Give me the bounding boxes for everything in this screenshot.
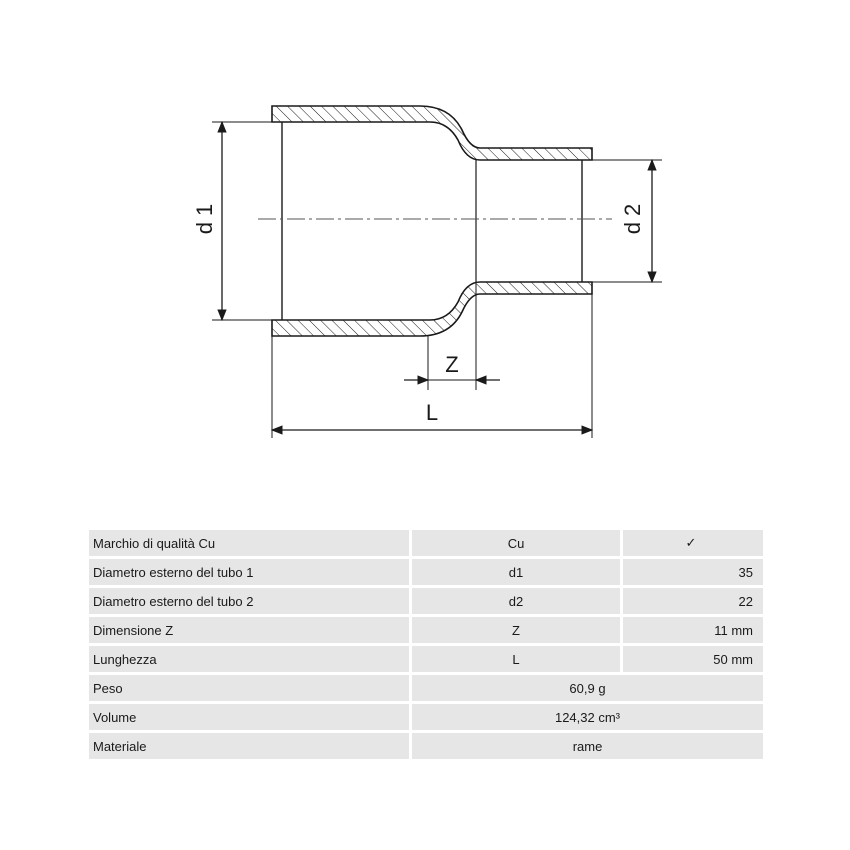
row-symbol: d2: [409, 588, 620, 617]
table-row: [89, 646, 763, 675]
row-label: Materiale: [89, 733, 409, 762]
row-symbol: Cu: [409, 530, 620, 559]
row-label: Diametro esterno del tubo 2: [89, 588, 409, 617]
row-value: ✓: [620, 530, 763, 559]
table-row: [89, 530, 763, 559]
z-label: Z: [445, 352, 459, 377]
row-symbol: L: [409, 646, 620, 675]
row-label: Volume: [89, 704, 409, 733]
table-row: [89, 588, 763, 617]
row-label: Marchio di qualità Cu: [89, 530, 409, 559]
table-row: [89, 559, 763, 588]
d2-label: d 2: [620, 203, 645, 235]
row-value: 11 mm: [620, 617, 763, 646]
row-value: rame: [409, 733, 763, 762]
row-symbol: Z: [409, 617, 620, 646]
table-row: [89, 733, 763, 762]
row-value: 124,32 cm³: [409, 704, 763, 733]
row-label: Peso: [89, 675, 409, 704]
row-value: 22: [620, 588, 763, 617]
table-row: [89, 704, 763, 733]
row-symbol: d1: [409, 559, 620, 588]
row-label: Lunghezza: [89, 646, 409, 675]
table-row: [89, 675, 763, 704]
row-label: Diametro esterno del tubo 1: [89, 559, 409, 588]
fitting-upper-wall: [272, 106, 592, 160]
fitting-lower-wall: [272, 282, 592, 336]
row-label: Dimensione Z: [89, 617, 409, 646]
row-value: 50 mm: [620, 646, 763, 675]
spec-table: [89, 530, 763, 762]
d1-label: d 1: [192, 203, 217, 235]
row-value: 35: [620, 559, 763, 588]
row-value: 60,9 g: [409, 675, 763, 704]
l-label: L: [425, 400, 439, 425]
table-row: [89, 617, 763, 646]
